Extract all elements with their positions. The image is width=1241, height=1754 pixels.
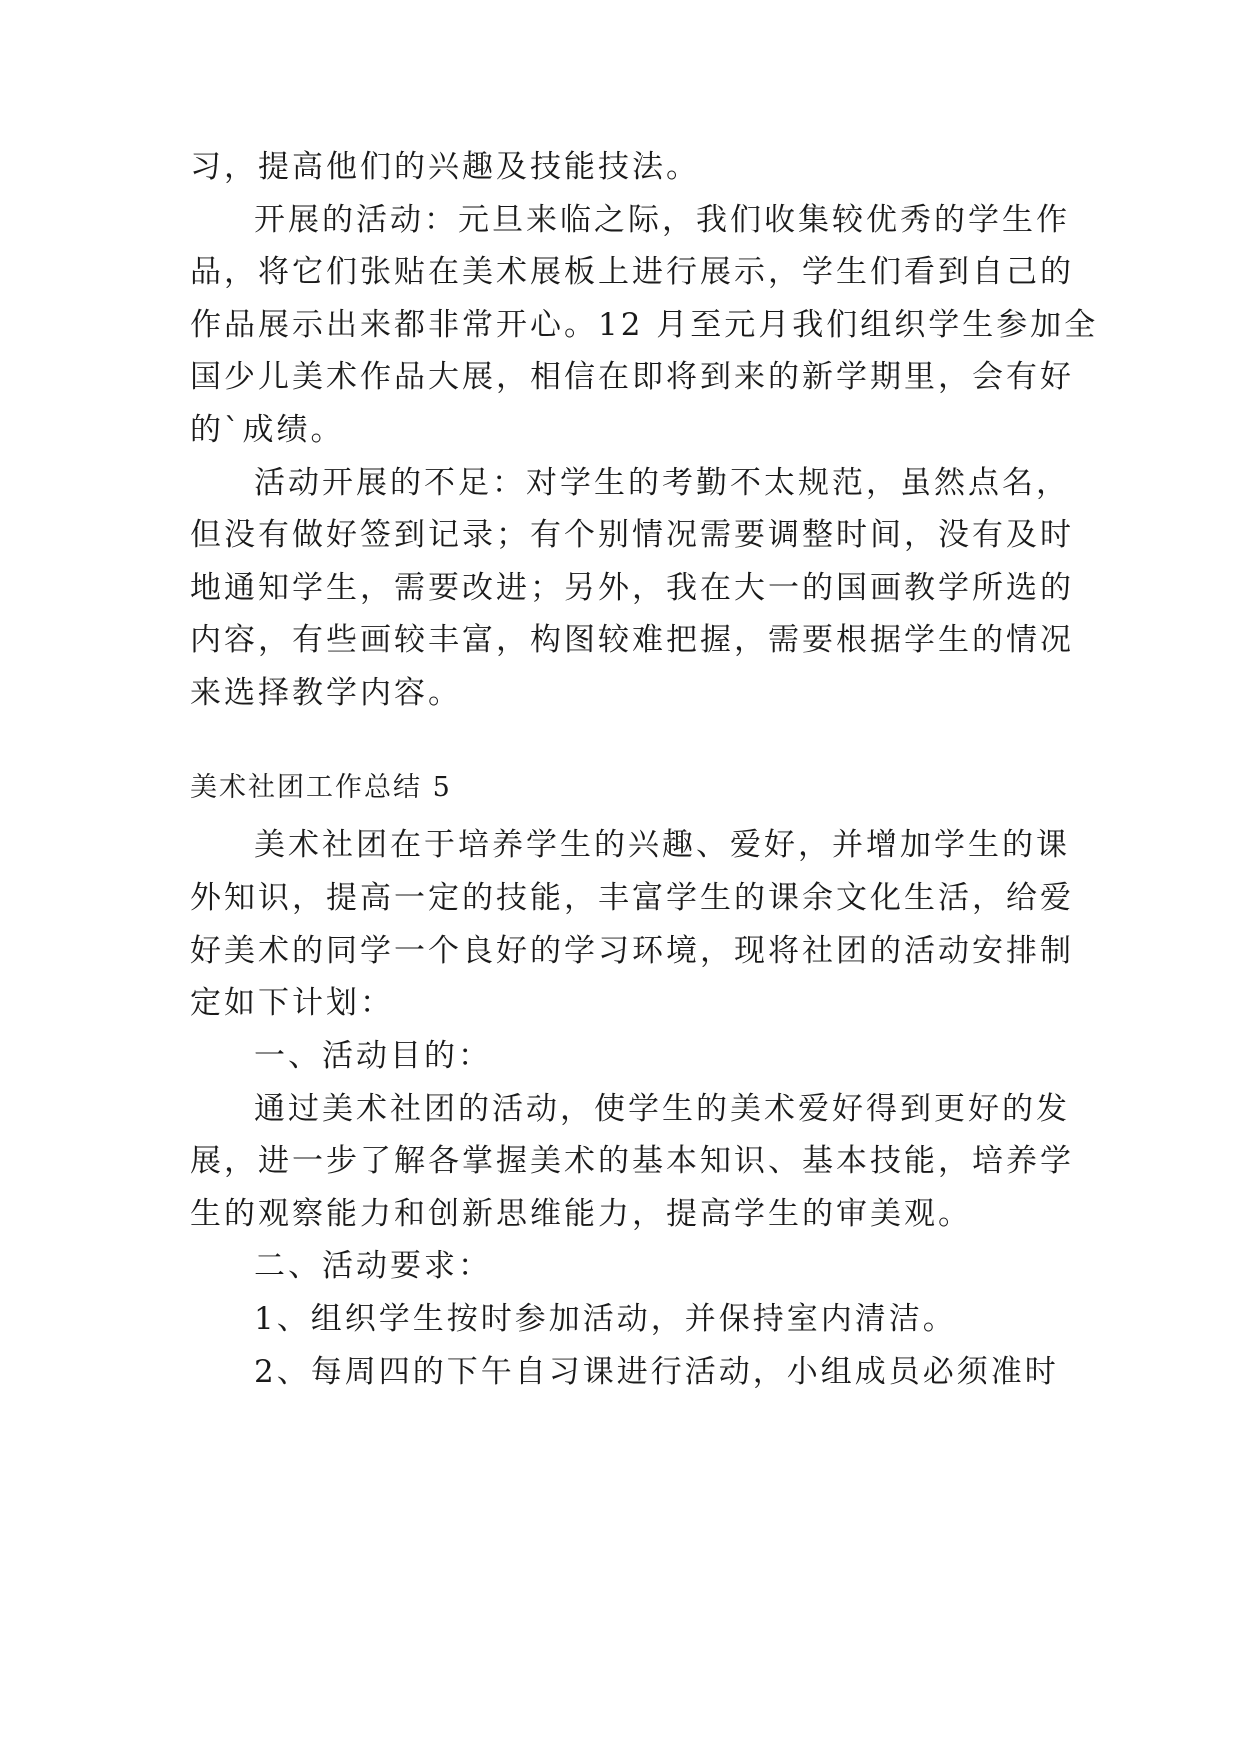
paragraph-line: 内容，有些画较丰富，构图较难把握，需要根据学生的情况 xyxy=(190,622,1074,658)
paragraph-line: 活动开展的不足：对学生的考勤不太规范，虽然点名， xyxy=(254,465,1070,501)
paragraph-line: 习，提高他们的兴趣及技能技法。 xyxy=(190,149,700,185)
paragraph-line: 好美术的同学一个良好的学习环境，现将社团的活动安排制 xyxy=(190,933,1074,969)
paragraph-line: 美术社团在于培养学生的兴趣、爱好，并增加学生的课 xyxy=(254,827,1070,863)
subheading-line: 二、活动要求： xyxy=(254,1248,492,1284)
paragraph-line: 国少儿美术作品大展，相信在即将到来的新学期里，会有好 xyxy=(190,359,1074,395)
paragraph-line: 作品展示出来都非常开心。12 月至元月我们组织学生参加全 xyxy=(190,307,1099,343)
paragraph-line: 品，将它们张贴在美术展板上进行展示，学生们看到自己的 xyxy=(190,254,1074,290)
paragraph-line: 生的观察能力和创新思维能力，提高学生的审美观。 xyxy=(190,1196,972,1232)
paragraph-line: 外知识，提高一定的技能，丰富学生的课余文化生活，给爱 xyxy=(190,880,1074,916)
paragraph-line: 开展的活动：元旦来临之际，我们收集较优秀的学生作 xyxy=(254,202,1070,238)
paragraph-line: 但没有做好签到记录；有个别情况需要调整时间，没有及时 xyxy=(190,517,1074,553)
paragraph-line: 地通知学生，需要改进；另外，我在大一的国画教学所选的 xyxy=(190,570,1074,606)
list-item: 1、组织学生按时参加活动，并保持室内清洁。 xyxy=(254,1301,957,1337)
paragraph-line: 定如下计划： xyxy=(190,985,394,1021)
paragraph-line: 通过美术社团的活动，使学生的美术爱好得到更好的发 xyxy=(254,1091,1070,1127)
paragraph-line: 展，进一步了解各掌握美术的基本知识、基本技能，培养学 xyxy=(190,1143,1074,1179)
list-item: 2、每周四的下午自习课进行活动，小组成员必须准时 xyxy=(254,1354,1059,1390)
subheading-line: 一、活动目的： xyxy=(254,1038,492,1074)
paragraph-line: 来选择教学内容。 xyxy=(190,675,462,711)
section-title: 美术社团工作总结 5 xyxy=(190,772,452,803)
paragraph-line: 的`成绩。 xyxy=(190,412,345,448)
